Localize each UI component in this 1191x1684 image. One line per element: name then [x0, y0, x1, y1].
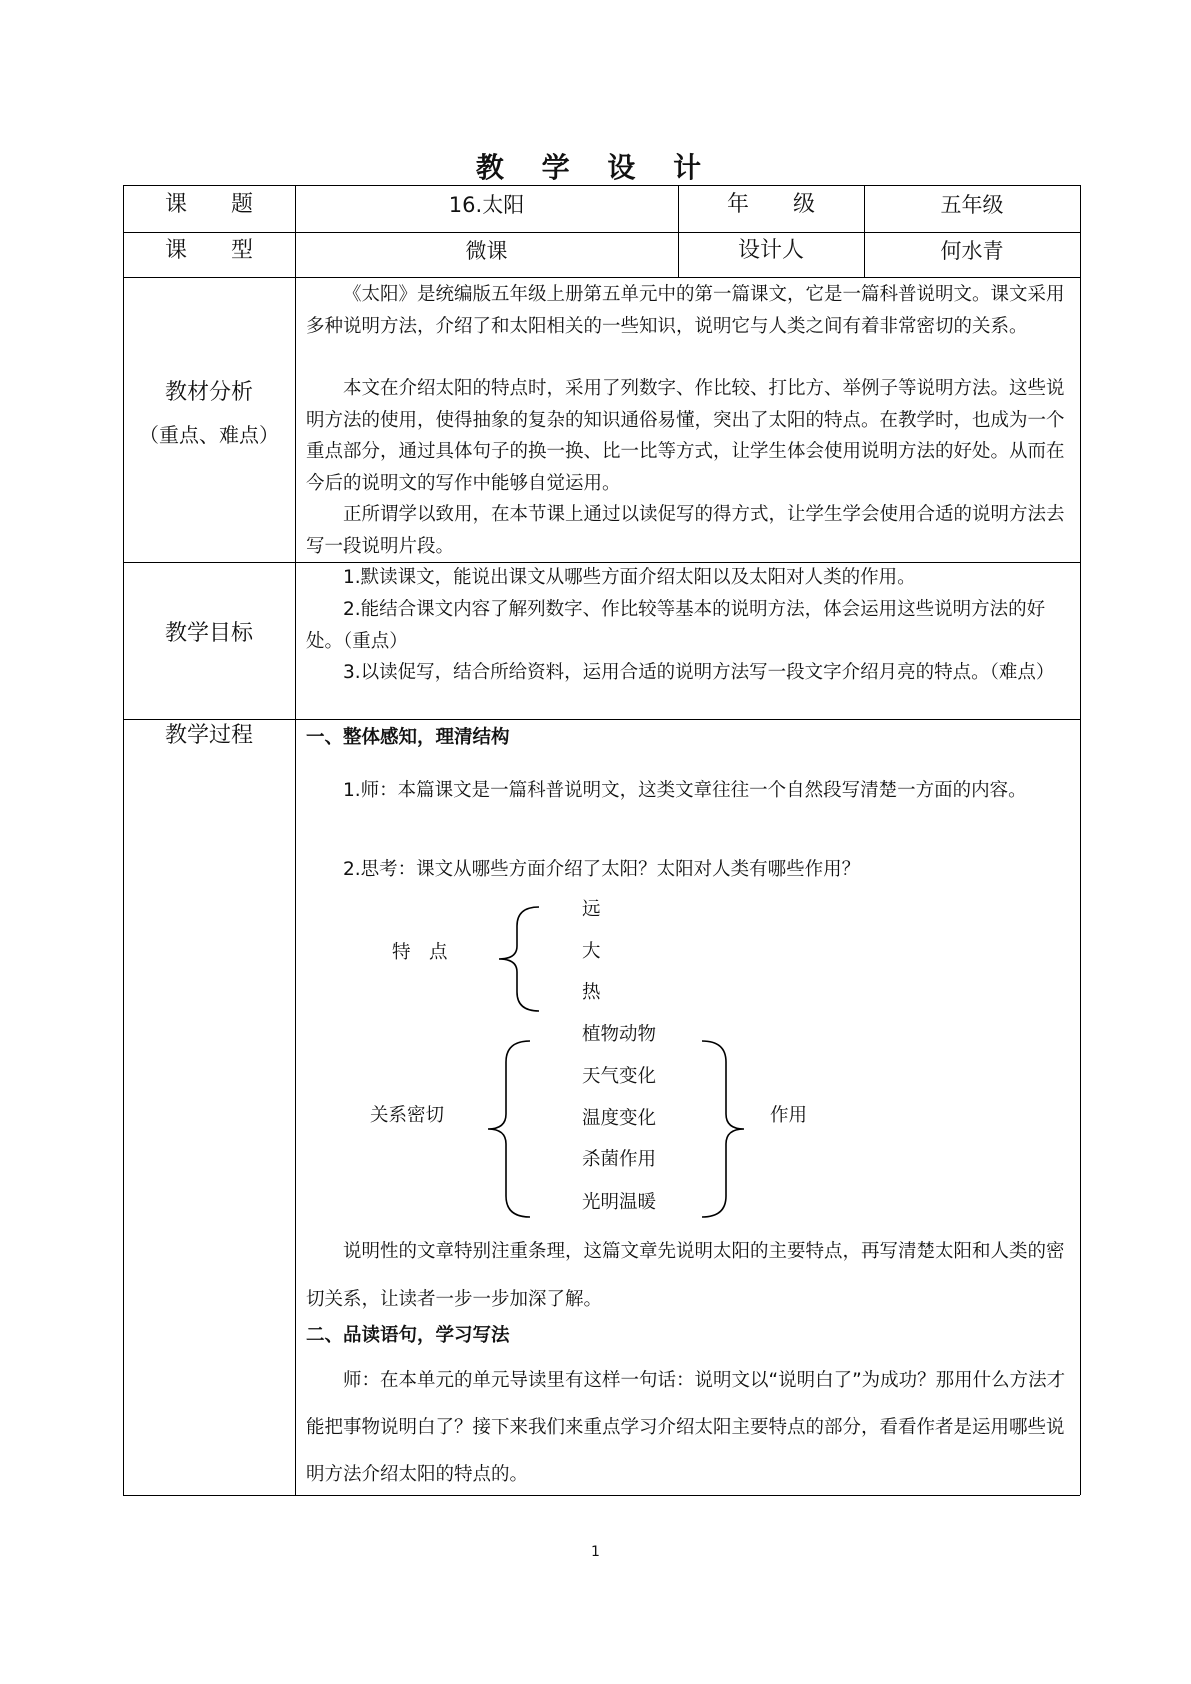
relation-label: 关系密切 — [370, 1105, 445, 1126]
relation-item: 光明温暖 — [582, 1192, 657, 1213]
objective-2: 2.能结合课文内容了解列数字、作比较等基本的说明方法，体会运用这些说明方法的好处。（重点） — [306, 599, 1046, 652]
features-label: 特 点 — [392, 942, 448, 963]
type-value: 微课 — [465, 239, 508, 263]
relation-item: 植物动物 — [582, 1024, 657, 1045]
section-1-paragraph-1: 1.师：本篇课文是一篇科普说明文，这类文章往往一个自然段写清楚一方面的内容。 — [343, 780, 1027, 801]
analysis-label: 教材分析 — [164, 380, 253, 405]
feature-item: 远 — [582, 899, 601, 920]
section-2-paragraph-1: 师：在本单元的单元导读里有这样一句话：说明文以“说明白了”为成功？那用什么方法才能把事物说明白了？接下来我们来重点学习介绍太阳主要特点的部分，看看作者是运用哪些说明方法介绍太阳的特点的。 — [306, 1370, 1066, 1485]
analysis-paragraph-3: 正所谓学以致用，在本节课上通过以读促写的得方式，让学生学会使用合适的说明方法去写一段说明片段。 — [306, 504, 1065, 557]
analysis-paragraph-2: 本文在介绍太阳的特点时，采用了列数字、作比较、打比方、举例子等说明方法。这些说明方法的使用，使得抽象的复杂的知识通俗易懂，突出了太阳的特点。在教学时，也成为一个重点部分，通过具体句子的换一换、比一比等方式，让学生体会使用说明方法的好处。从而在今后的说明文的写作中能够自觉运用。 — [306, 378, 1065, 494]
relation-item: 温度变化 — [582, 1108, 657, 1129]
objectives-label: 教学目标 — [164, 621, 253, 646]
grade-value: 五年级 — [940, 193, 1004, 217]
objective-1: 1.默读课文，能说出课文从哪些方面介绍太阳以及太阳对人类的作用。 — [343, 567, 916, 588]
relations-left-brace — [484, 1038, 534, 1220]
feature-item: 热 — [582, 982, 601, 1003]
section-2-title: 二、品读语句，学习写法 — [306, 1325, 510, 1346]
designer-value: 何水青 — [940, 239, 1004, 263]
objective-3: 3.以读促写，结合所给资料，运用合适的说明方法写一段文字介绍月亮的特点。（难点） — [343, 662, 1055, 683]
relation-item: 天气变化 — [582, 1066, 657, 1087]
designer-label: 设计人 — [737, 238, 804, 263]
grade-label: 年 级 — [726, 192, 815, 217]
document-title: 教 学 设 计 — [475, 151, 716, 184]
type-label: 课 型 — [164, 238, 253, 263]
relation-item: 杀菌作用 — [582, 1149, 657, 1170]
relations-right-brace — [698, 1038, 748, 1220]
process-label: 教学过程 — [164, 723, 253, 748]
analysis-paragraph-1: 《太阳》是统编版五年级上册第五单元中的第一篇课文，它是一篇科普说明文。课文采用多种说明方法，介绍了和太阳相关的一些知识，说明它与人类之间有着非常密切的关系。 — [306, 284, 1065, 337]
section-1-title: 一、整体感知，理清结构 — [306, 727, 510, 748]
feature-item: 大 — [582, 941, 601, 962]
analysis-sublabel: （重点、难点） — [139, 423, 279, 447]
page-number: 1 — [591, 1544, 600, 1560]
effect-label: 作用 — [770, 1105, 808, 1126]
section-1-paragraph-3: 说明性的文章特别注重条理，这篇文章先说明太阳的主要特点，再写清楚太阳和人类的密切关系，让读者一步一步加深了解。 — [306, 1241, 1065, 1310]
features-brace — [495, 904, 545, 1014]
section-1-paragraph-2: 2.思考：课文从哪些方面介绍了太阳？太阳对人类有哪些作用？ — [343, 859, 861, 880]
topic-label: 课 题 — [164, 192, 253, 217]
topic-value: 16.太阳 — [448, 193, 525, 217]
